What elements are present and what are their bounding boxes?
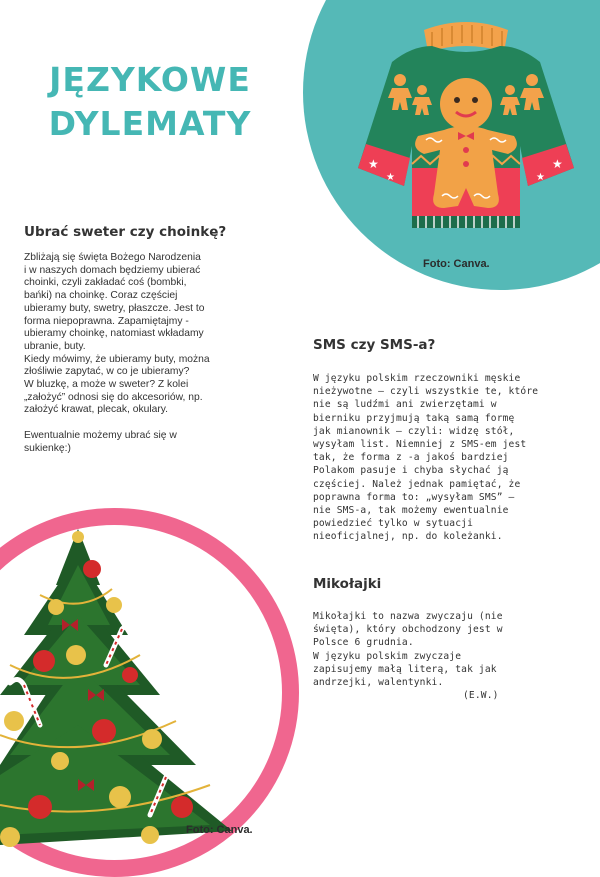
text-line: W języku polskim rzeczowniki męskie	[313, 373, 521, 384]
svg-text:★: ★	[386, 172, 395, 183]
sms-article-text	[313, 372, 563, 544]
text-line: W języku polskim zwyczaje	[313, 650, 462, 662]
mikolajki-article-text	[313, 610, 563, 702]
text-line: ubieramy choinkę, natomiast wkładamy	[24, 328, 204, 340]
sweater-article-text	[24, 252, 264, 455]
text-line: ubranie, buty.	[24, 340, 86, 352]
text-line: Mikołajki to nazwa zwyczaju (nie	[313, 611, 503, 622]
text-line: Zbliżają się święta Bożego Narodzenia	[24, 252, 201, 263]
text-line: święta), który obchodzony jest w	[313, 624, 503, 636]
text-line: i w naszych domach będziemy ubierać	[24, 264, 201, 276]
text-line: choinki, czyli zakładać coś (bombki,	[24, 277, 187, 289]
text-line: założyć krawat, plecak, okulary.	[24, 404, 169, 416]
text-line: nie są ludźmi ani zwierzętami w	[313, 399, 497, 411]
title-line-1: JĘZYKOWE	[49, 60, 251, 99]
svg-text:★: ★	[536, 172, 545, 183]
title-line-2: DYLEMATY	[48, 104, 252, 143]
text-line: andrzejki, walentynki.	[313, 677, 444, 689]
section-heading-mikolajki: Mikołajki	[313, 576, 382, 592]
text-line: Polsce 6 grudnia.	[313, 637, 414, 649]
author-signature: (E.W.)	[463, 690, 499, 702]
text-line: częściej. Należ jednak pamiętać, że	[313, 478, 521, 490]
text-line: zapisujemy małą literą, tak jak	[313, 663, 497, 675]
text-line: poprawna forma to: „wysyłam SMS” –	[313, 491, 515, 503]
svg-text:★: ★	[552, 157, 563, 171]
text-line: jak mianownik – czyli: widzę stół,	[313, 425, 515, 437]
text-line: tak, że forma z -a jakoś bardziej	[313, 452, 509, 464]
text-line: forma niepoprawna. Zapamiętajmy -	[24, 315, 189, 327]
text-line: nieżywotne – czyli wszystkie te, które	[313, 386, 539, 398]
text-line: „założyć” odnosi się do akcesoriów, np.	[24, 391, 203, 403]
text-line: wysyłam list. Niemniej z SMS-em jest	[313, 439, 527, 451]
christmas-tree-image	[0, 525, 232, 857]
text-line: sukienkę:)	[24, 442, 71, 454]
section-heading-sweater: Ubrać sweter czy choinkę?	[24, 224, 227, 240]
tree-photo-caption: Foto: Canva.	[186, 824, 253, 836]
text-line: Kiedy mówimy, że ubieramy buty, można	[24, 353, 210, 365]
text-line: W bluzkę, a może w sweter? Z kolei	[24, 379, 189, 391]
svg-text:★: ★	[368, 157, 379, 171]
text-line: złośliwie zapytać, w co je ubieramy?	[24, 366, 190, 378]
text-line: powiedzieć tylko w sytuacji	[313, 518, 473, 530]
page-title	[30, 58, 270, 146]
text-line: bańki) na choinkę. Coraz częściej	[24, 290, 178, 302]
section-heading-sms: SMS czy SMS-a?	[313, 337, 436, 353]
sweater-photo-caption: Foto: Canva.	[423, 258, 490, 270]
text-line: nie SMS-a, tak możemy ewentualnie	[313, 505, 509, 517]
text-line: Ewentualnie możemy ubrać się w	[24, 429, 177, 441]
text-line: nieoficjalnej, np. do koleżanki.	[313, 531, 503, 543]
text-line: ubieramy buty, swetry, płaszcze. Jest to	[24, 302, 205, 314]
text-line: bierniku przyjmują taką samą formę	[313, 412, 515, 424]
sweater-image	[352, 18, 580, 232]
text-line: Polakom pasuje i chyba słychać ją	[313, 465, 509, 477]
